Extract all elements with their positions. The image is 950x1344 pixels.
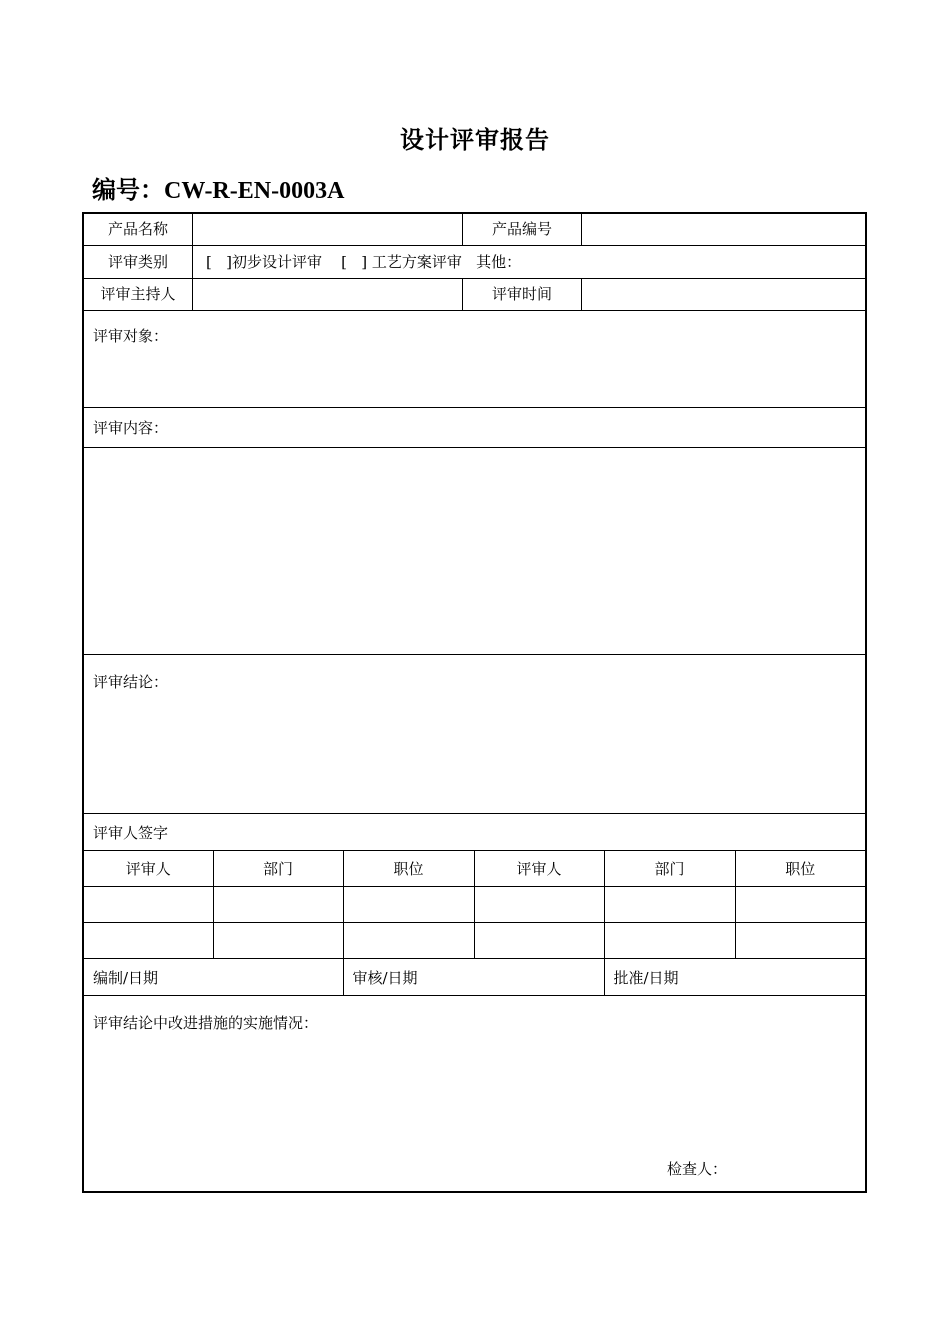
product-no-label: 产品编号 [463,214,582,245]
review-conclusion-label: 评审结论： [93,673,169,691]
product-no-field[interactable] [582,214,865,245]
sig-header-reviewer: 评审人 [83,851,213,887]
review-type-label: 评审类别 [84,246,193,278]
sig-cell[interactable] [213,887,343,923]
improvement-cell[interactable] [83,996,866,1192]
signature-label: 评审人签字 [83,814,866,851]
sig-cell[interactable] [213,923,343,959]
product-name-field[interactable] [193,214,463,245]
review-type-options-text: [ ]初步设计评审 [ ] 工艺方案评审 其他： [206,253,522,271]
sig-cell[interactable] [604,923,735,959]
host-label: 评审主持人 [84,279,193,310]
sig-header-reviewer: 评审人 [474,851,604,887]
review-time-label: 评审时间 [463,279,582,310]
review-content-label: 评审内容： [83,408,866,448]
sig-cell[interactable] [83,923,213,959]
sig-header-position: 职位 [735,851,866,887]
approved-date-label: 批准/日期 [613,968,679,987]
sig-header-department: 部门 [604,851,735,887]
review-object-cell[interactable] [83,311,866,408]
doc-number-value: CW-R-EN-0003A [164,178,345,204]
review-object-label: 评审对象： [93,327,169,345]
page-title: 设计评审报告 [400,125,550,154]
sig-cell[interactable] [343,923,474,959]
review-conclusion-cell[interactable] [83,655,866,814]
review-form-table [82,212,867,1193]
prepared-date-cell[interactable] [83,959,343,996]
sig-cell[interactable] [474,923,604,959]
improvement-label: 评审结论中改进措施的实施情况： [93,1014,319,1032]
reviewed-date-cell[interactable] [343,959,604,996]
sig-cell[interactable] [735,887,866,923]
reviewed-date-label: 审核/日期 [352,968,418,987]
approved-date-cell[interactable] [604,959,866,996]
sig-cell[interactable] [604,887,735,923]
sig-header-position: 职位 [343,851,474,887]
inspector-label: 检查人： [667,1159,728,1178]
product-name-label: 产品名称 [84,214,193,245]
doc-number-label: 编号： [92,178,164,204]
sig-cell[interactable] [83,887,213,923]
sig-cell[interactable] [735,923,866,959]
review-time-field[interactable] [582,279,865,310]
sig-cell[interactable] [343,887,474,923]
host-field[interactable] [193,279,463,310]
sig-cell[interactable] [474,887,604,923]
review-type-options[interactable] [193,246,865,278]
sig-header-department: 部门 [213,851,343,887]
prepared-date-label: 编制/日期 [93,968,159,987]
document-number [92,170,344,205]
review-content-field[interactable] [83,448,866,655]
